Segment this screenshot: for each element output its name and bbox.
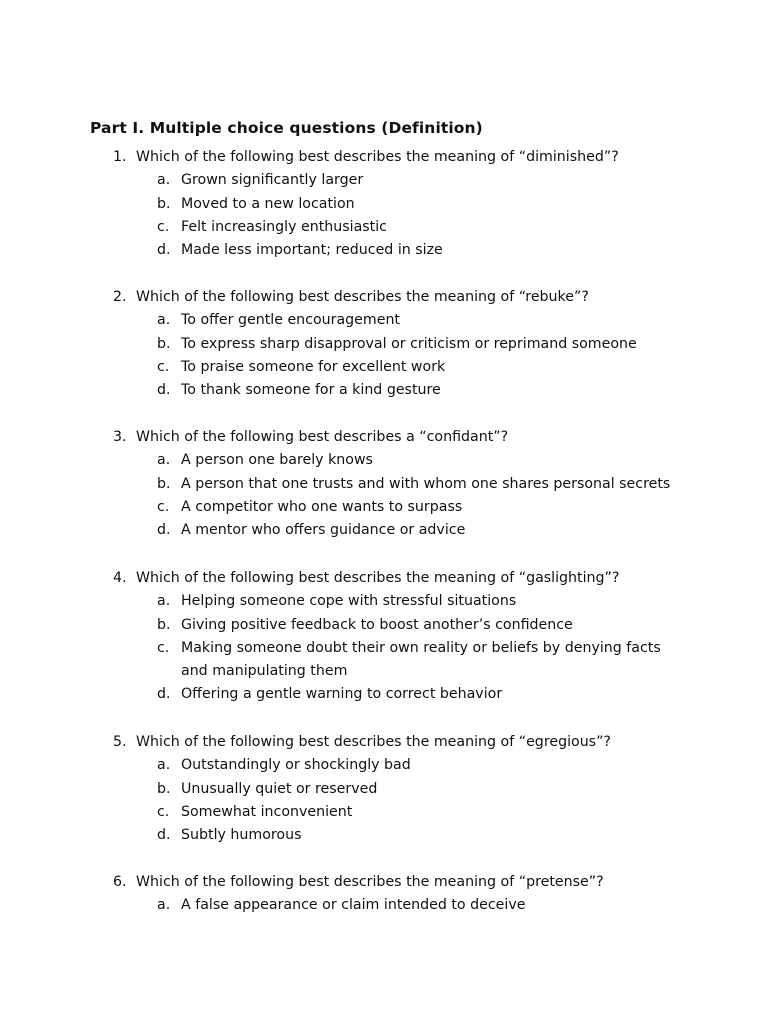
option-a [0,894,768,917]
option-a [0,309,768,332]
question-6 [0,871,768,918]
option-text: Somewhat inconvenient [181,803,353,820]
option-d [0,379,768,402]
option-text: Helping someone cope with stressful situations [181,593,517,610]
option-text: A person that one trusts and with whom one shares personal secrets [181,475,671,492]
option-letter: d. [157,382,171,399]
option-b [0,193,768,216]
option-text: Unusually quiet or reserved [181,780,378,797]
option-letter: d. [157,242,171,259]
question-text: Which of the following best describes the meaning of “rebuke”? [136,289,589,305]
question-number: 6. [113,874,127,890]
option-text: Made less important; reduced in size [181,242,443,259]
option-c [0,637,768,684]
option-letter: c. [157,803,170,820]
question-4 [0,567,768,707]
option-a [0,169,768,192]
question-text: Which of the following best describes the meaning of “egregious”? [136,734,611,750]
option-letter: b. [157,195,171,212]
option-letter: b. [157,616,171,633]
option-text: Outstandingly or shockingly bad [181,757,411,774]
option-b [0,473,768,496]
option-letter: c. [157,498,170,515]
option-b [0,778,768,801]
option-text: A person one barely knows [181,452,373,469]
option-letter: a. [157,172,171,189]
option-letter: d. [157,522,171,539]
option-text: A false appearance or claim intended to deceive [181,897,526,914]
option-letter: b. [157,780,171,797]
question-text: Which of the following best describes the meaning of “gaslighting”? [136,570,620,586]
option-text: To praise someone for excellent work [181,358,446,375]
option-letter: a. [157,452,171,469]
option-letter: c. [157,358,170,375]
option-d [0,683,768,706]
question-1 [0,146,768,262]
option-d [0,824,768,847]
question-number: 1. [113,149,127,165]
option-text: A mentor who offers guidance or advice [181,522,466,539]
option-letter: b. [157,335,171,352]
option-d [0,239,768,262]
question-2 [0,286,768,402]
option-text: Grown significantly larger [181,172,364,189]
question-3 [0,426,768,542]
option-b [0,333,768,356]
option-text: Subtly humorous [181,827,302,844]
option-text: Felt increasingly enthusiastic [181,218,387,235]
option-d [0,519,768,542]
option-letter: a. [157,897,171,914]
option-letter: a. [157,593,171,610]
option-a [0,449,768,472]
question-text: Which of the following best describes the meaning of “pretense”? [136,874,604,890]
question-number: 5. [113,734,127,750]
option-a [0,754,768,777]
option-c [0,801,768,824]
option-a [0,590,768,613]
question-number: 3. [113,429,127,445]
option-b [0,614,768,637]
option-text: To express sharp disapproval or criticism or reprimand someone [181,335,637,352]
question-text: Which of the following best describes a “confidant”? [136,429,509,445]
option-letter: c. [157,639,170,656]
option-text: Offering a gentle warning to correct behavior [181,686,503,703]
option-text: Moved to a new location [181,195,355,212]
option-text: To thank someone for a kind gesture [181,382,441,399]
question-5 [0,731,768,847]
option-letter: c. [157,218,170,235]
option-letter: d. [157,827,171,844]
option-letter: a. [157,757,171,774]
option-c [0,216,768,239]
option-c [0,496,768,519]
option-letter: a. [157,312,171,329]
question-number: 2. [113,289,127,305]
option-c [0,356,768,379]
option-text: To offer gentle encouragement [181,312,400,329]
option-letter: b. [157,475,171,492]
question-text: Which of the following best describes the meaning of “diminished”? [136,149,619,165]
option-text: A competitor who one wants to surpass [181,498,463,515]
question-number: 4. [113,570,127,586]
part-title: Part I. Multiple choice questions (Definition) [90,119,483,137]
option-letter: d. [157,686,171,703]
option-text: Giving positive feedback to boost another’s confidence [181,616,573,633]
option-text: Making someone doubt their own reality or beliefs by denying facts and manipulating them [181,639,661,680]
